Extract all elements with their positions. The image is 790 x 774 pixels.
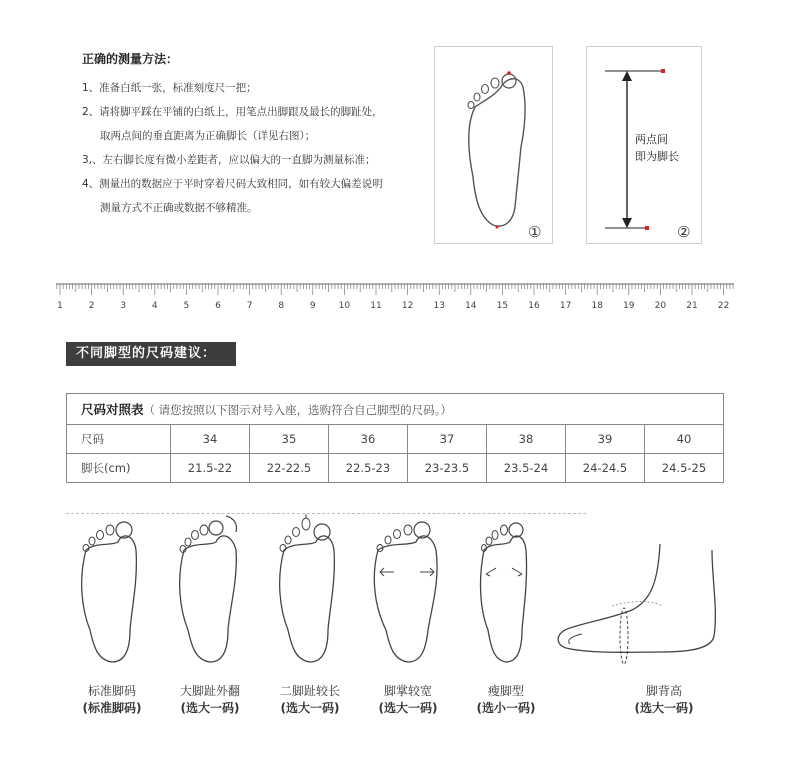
high-instep-foot-icon [552, 540, 722, 670]
foot-type-long-second-toe [260, 683, 360, 717]
length-cell: 23-23.5 [408, 454, 487, 483]
foot-type-name: 脚掌较宽 [383, 684, 432, 698]
size-cell: 37 [408, 425, 487, 454]
table-row [67, 425, 724, 454]
instruction-line-1: 1、准备白纸一张，标准刻度尺一把； [82, 82, 257, 94]
figure-2-text-1: 两点间 [635, 133, 668, 146]
bunion-foot-icon [170, 510, 250, 670]
table-caption-note: （ 请您按照以下图示对号入座，选购符合自己脚型的尺码。） [143, 403, 452, 417]
length-cell: 23.5-24 [487, 454, 566, 483]
foot-type-name: 标准脚码 [87, 684, 136, 698]
ruler-label: 1 [57, 301, 63, 311]
foot-type-high-instep [614, 683, 714, 717]
size-table [66, 393, 724, 483]
ruler-label: 15 [496, 301, 509, 311]
foot-type-advice: (选大一码) [280, 701, 340, 715]
foot-type-advice: (选大一码) [634, 701, 694, 715]
instruction-line-2b: 取两点间的垂直距离为正确脚长（详见右图）； [100, 130, 316, 142]
foot-type-wide [358, 683, 458, 717]
figure-measurement [586, 46, 702, 244]
ruler-label: 4 [151, 301, 158, 311]
instruction-line-4: 4、测量出的数据应于平时穿着尺码大致相同，如有较大偏差说明 [82, 178, 383, 190]
length-cell: 21.5-22 [171, 454, 250, 483]
ruler-label: 14 [465, 301, 477, 311]
length-cell: 24.5-25 [645, 454, 724, 483]
ruler-label: 17 [559, 301, 572, 311]
foot-type-advice: (选小一码) [476, 701, 536, 715]
figure-2-number: ② [677, 223, 691, 241]
ruler-label: 5 [183, 301, 190, 311]
ruler-label: 12 [401, 301, 414, 311]
figure-2-text-2: 即为脚长 [635, 150, 679, 163]
ruler-label: 22 [717, 301, 730, 311]
foot-type-standard [62, 683, 162, 717]
section-title: 不同脚型的尺码建议： [66, 342, 236, 366]
length-cell: 22-22.5 [250, 454, 329, 483]
ruler-label: 13 [433, 301, 445, 311]
foot-type-slim [456, 683, 556, 717]
length-cell: 22.5-23 [329, 454, 408, 483]
foot-type-name: 二脚趾较长 [279, 684, 340, 698]
table-caption-title: 尺码对照表 [81, 402, 144, 417]
size-cell: 38 [487, 425, 566, 454]
foot-type-advice: (选大一码) [378, 701, 438, 715]
ruler-label: 6 [215, 301, 221, 311]
size-cell: 34 [171, 425, 250, 454]
size-cell: 39 [566, 425, 645, 454]
foot-type-advice: (选大一码) [180, 701, 240, 715]
ruler-label: 16 [528, 301, 540, 311]
ruler-label: 18 [591, 301, 603, 311]
instructions-title: 正确的测量方法： [82, 52, 179, 66]
figure-1-number: ① [528, 223, 542, 241]
standard-foot-icon [72, 510, 152, 670]
foot-type-name: 大脚趾外翻 [179, 684, 240, 698]
slim-foot-icon [466, 510, 546, 670]
ruler-label: 21 [686, 301, 698, 311]
length-cell: 24-24.5 [566, 454, 645, 483]
foot-type-advice: (标准脚码) [82, 701, 142, 715]
ruler-label: 7 [246, 301, 253, 311]
ruler-label: 20 [654, 301, 667, 311]
ruler-label: 2 [88, 301, 95, 311]
ruler-scale [56, 283, 734, 313]
foot-type-name: 脚背高 [645, 684, 682, 698]
size-cell: 35 [250, 425, 329, 454]
table-row [67, 454, 724, 483]
table-caption [67, 394, 724, 425]
ruler-label: 11 [370, 301, 382, 311]
ruler-label: 19 [623, 301, 635, 311]
row-label-size: 尺码 [67, 425, 171, 454]
ruler-label: 3 [120, 301, 127, 311]
size-cell: 40 [645, 425, 724, 454]
ruler-label: 8 [278, 301, 285, 311]
figure-foot-outline [434, 46, 553, 244]
size-cell: 36 [329, 425, 408, 454]
ruler-label: 9 [309, 301, 316, 311]
instruction-line-4b: 测量方式不正确或数据不够精准。 [100, 202, 258, 214]
foot-top-view-icon [435, 47, 552, 243]
instruction-line-2: 2、请将脚平踩在平铺的白纸上，用笔点出脚跟及最长的脚趾处， [82, 106, 383, 118]
row-label-length: 脚长(cm) [67, 454, 171, 483]
ruler-label: 10 [338, 301, 351, 311]
wide-foot-icon [368, 510, 448, 670]
instruction-line-3: 3,、左右脚长度有微小差距者，应以偏大的一直脚为测量标准； [82, 154, 376, 166]
foot-type-bunion [160, 683, 260, 717]
foot-type-name: 瘦脚型 [487, 684, 524, 698]
long-second-toe-foot-icon [270, 510, 350, 670]
